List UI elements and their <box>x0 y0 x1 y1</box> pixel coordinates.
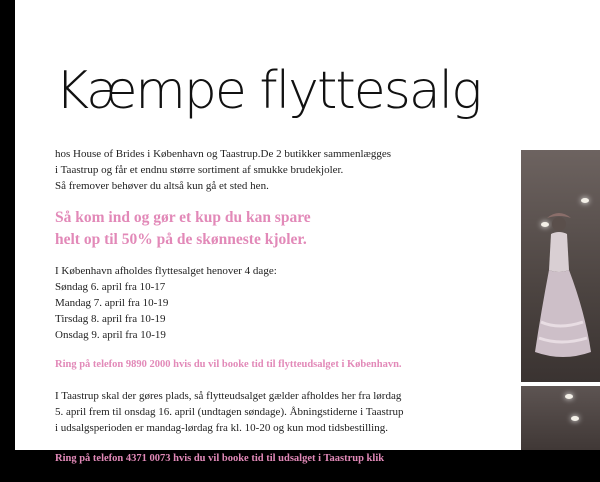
schedule-day: Søndag 6. april fra 10-17 <box>55 281 166 293</box>
taastrup-line: i udsalgsperioden er mandag-lørdag fra kl. 10-20 og kun mod tidsbestilling. <box>55 422 388 434</box>
copenhagen-schedule <box>55 263 475 343</box>
intro-line: i Taastrup og får et endnu større sortiment af smukke brudekjoler. <box>55 164 344 176</box>
promo-line: helt op til 50% på de skønneste kjoler. <box>55 231 307 248</box>
page <box>15 0 600 464</box>
schedule-day: Tirsdag 8. april fra 10-19 <box>55 313 166 325</box>
ceiling-light <box>565 394 573 399</box>
taastrup-line: I Taastrup skal der gøres plads, så flytteudsalget gælder afholdes her fra lørdag <box>55 390 402 402</box>
taastrup-call-text[interactable]: Ring på telefon 4371 0073 hvis du vil booke tid til udsalget i Taastrup klik <box>55 453 385 464</box>
store-photo <box>521 386 600 450</box>
taastrup-line: 5. april frem til onsdag 16. april (undtagen søndage). Åbningstiderne i Taastrup <box>55 406 404 418</box>
promo-line: Så kom ind og gør et kup du kan spare <box>55 209 311 226</box>
intro-line: Så fremover behøver du altså kun gå et sted hen. <box>55 180 269 192</box>
mannequin-head <box>552 217 566 231</box>
page-title: Kæmpe flyttesalg <box>55 61 481 121</box>
bodice <box>549 232 569 272</box>
intro-line: hos House of Brides i København og Taastrup.De 2 butikker sammenlægges <box>55 148 391 160</box>
ceiling-light <box>571 416 579 421</box>
intro-paragraph <box>55 146 475 194</box>
taastrup-phone-callout[interactable] <box>55 451 475 467</box>
copenhagen-intro: I København afholdes flyttesalget henover 4 dage: <box>55 265 277 277</box>
schedule-day: Onsdag 9. april fra 10-19 <box>55 329 166 341</box>
copenhagen-phone-callout: Ring på telefon 9890 2000 hvis du vil booke tid til flytteudsalget i København. <box>55 359 402 370</box>
schedule-day: Mandag 7. april fra 10-19 <box>55 297 169 309</box>
promo-heading <box>55 207 475 251</box>
store-photo <box>521 150 600 382</box>
skirt <box>535 270 591 357</box>
ceiling-light <box>581 198 589 203</box>
article-body <box>55 146 475 482</box>
wedding-dress-mannequin <box>533 212 593 362</box>
taastrup-paragraph <box>55 388 475 436</box>
